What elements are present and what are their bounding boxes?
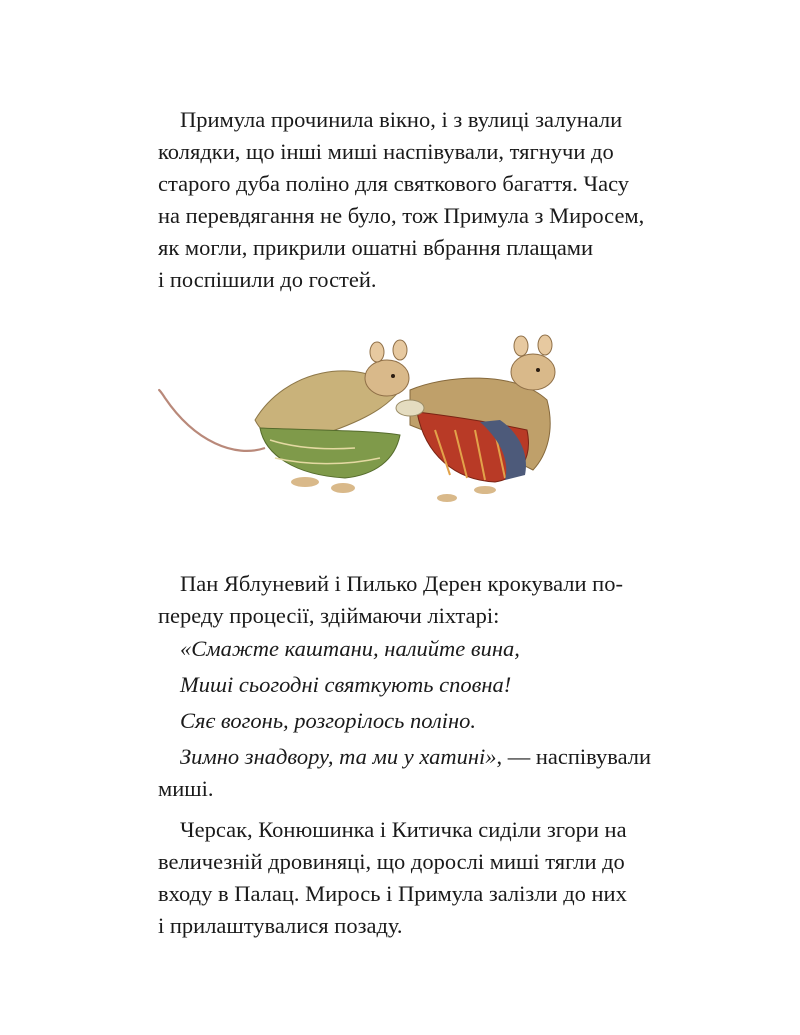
two-mice-in-cloaks-hurrying-illustration xyxy=(155,330,575,520)
song-line-1: «Смажте каштани, налийте вина, xyxy=(180,636,520,661)
paragraph-2-line-1: Пан Яблуневий і Пилько Дерен крокували по- xyxy=(180,571,623,596)
paragraph-3-line-2: величезній дровиняці, що дорослі миші тягли до xyxy=(158,849,625,874)
paragraph-1-line-2: колядки, що інші миші наспівували, тягнучи до xyxy=(158,139,614,164)
song-line-4 xyxy=(158,741,668,773)
song-line-4-continuation: миші. xyxy=(158,776,214,801)
paragraph-2 xyxy=(158,568,668,632)
song-line-4-tail: , — наспівували xyxy=(496,744,652,769)
paragraph-3-line-4: і прилаштувалися позаду. xyxy=(158,913,403,938)
song-line-2: Миші сьогодні святкують сповна! xyxy=(180,672,512,697)
paragraph-2-line-2: переду процесії, здіймаючи ліхтарі: xyxy=(158,603,500,628)
paragraph-1-line-4: на перевдягання не було, тож Примула з Миросем, xyxy=(158,203,645,228)
song-line-3: Сяє вогонь, розгорілось поліно. xyxy=(180,708,477,733)
song-line-4-quote: Зимно знадвору, та ми у хатині» xyxy=(180,744,497,769)
paragraph-1-line-3: старого дуба поліно для святкового багаття. Часу xyxy=(158,171,630,196)
paragraph-1-line-5: як могли, прикрили ошатні вбрання плащами xyxy=(158,235,594,260)
paragraph-3 xyxy=(158,814,668,942)
paragraph-1-line-6: і поспішили до гостей. xyxy=(158,267,377,292)
song-verse xyxy=(158,633,668,805)
paragraph-1 xyxy=(158,104,668,296)
paragraph-3-line-3: входу в Палац. Мирось і Примула залізли до них xyxy=(158,881,627,906)
paragraph-1-line-1: Примула прочинила вікно, і з вулиці залунали xyxy=(180,107,623,132)
paragraph-3-line-1: Черсак, Конюшинка і Китичка сиділи згори на xyxy=(180,817,627,842)
